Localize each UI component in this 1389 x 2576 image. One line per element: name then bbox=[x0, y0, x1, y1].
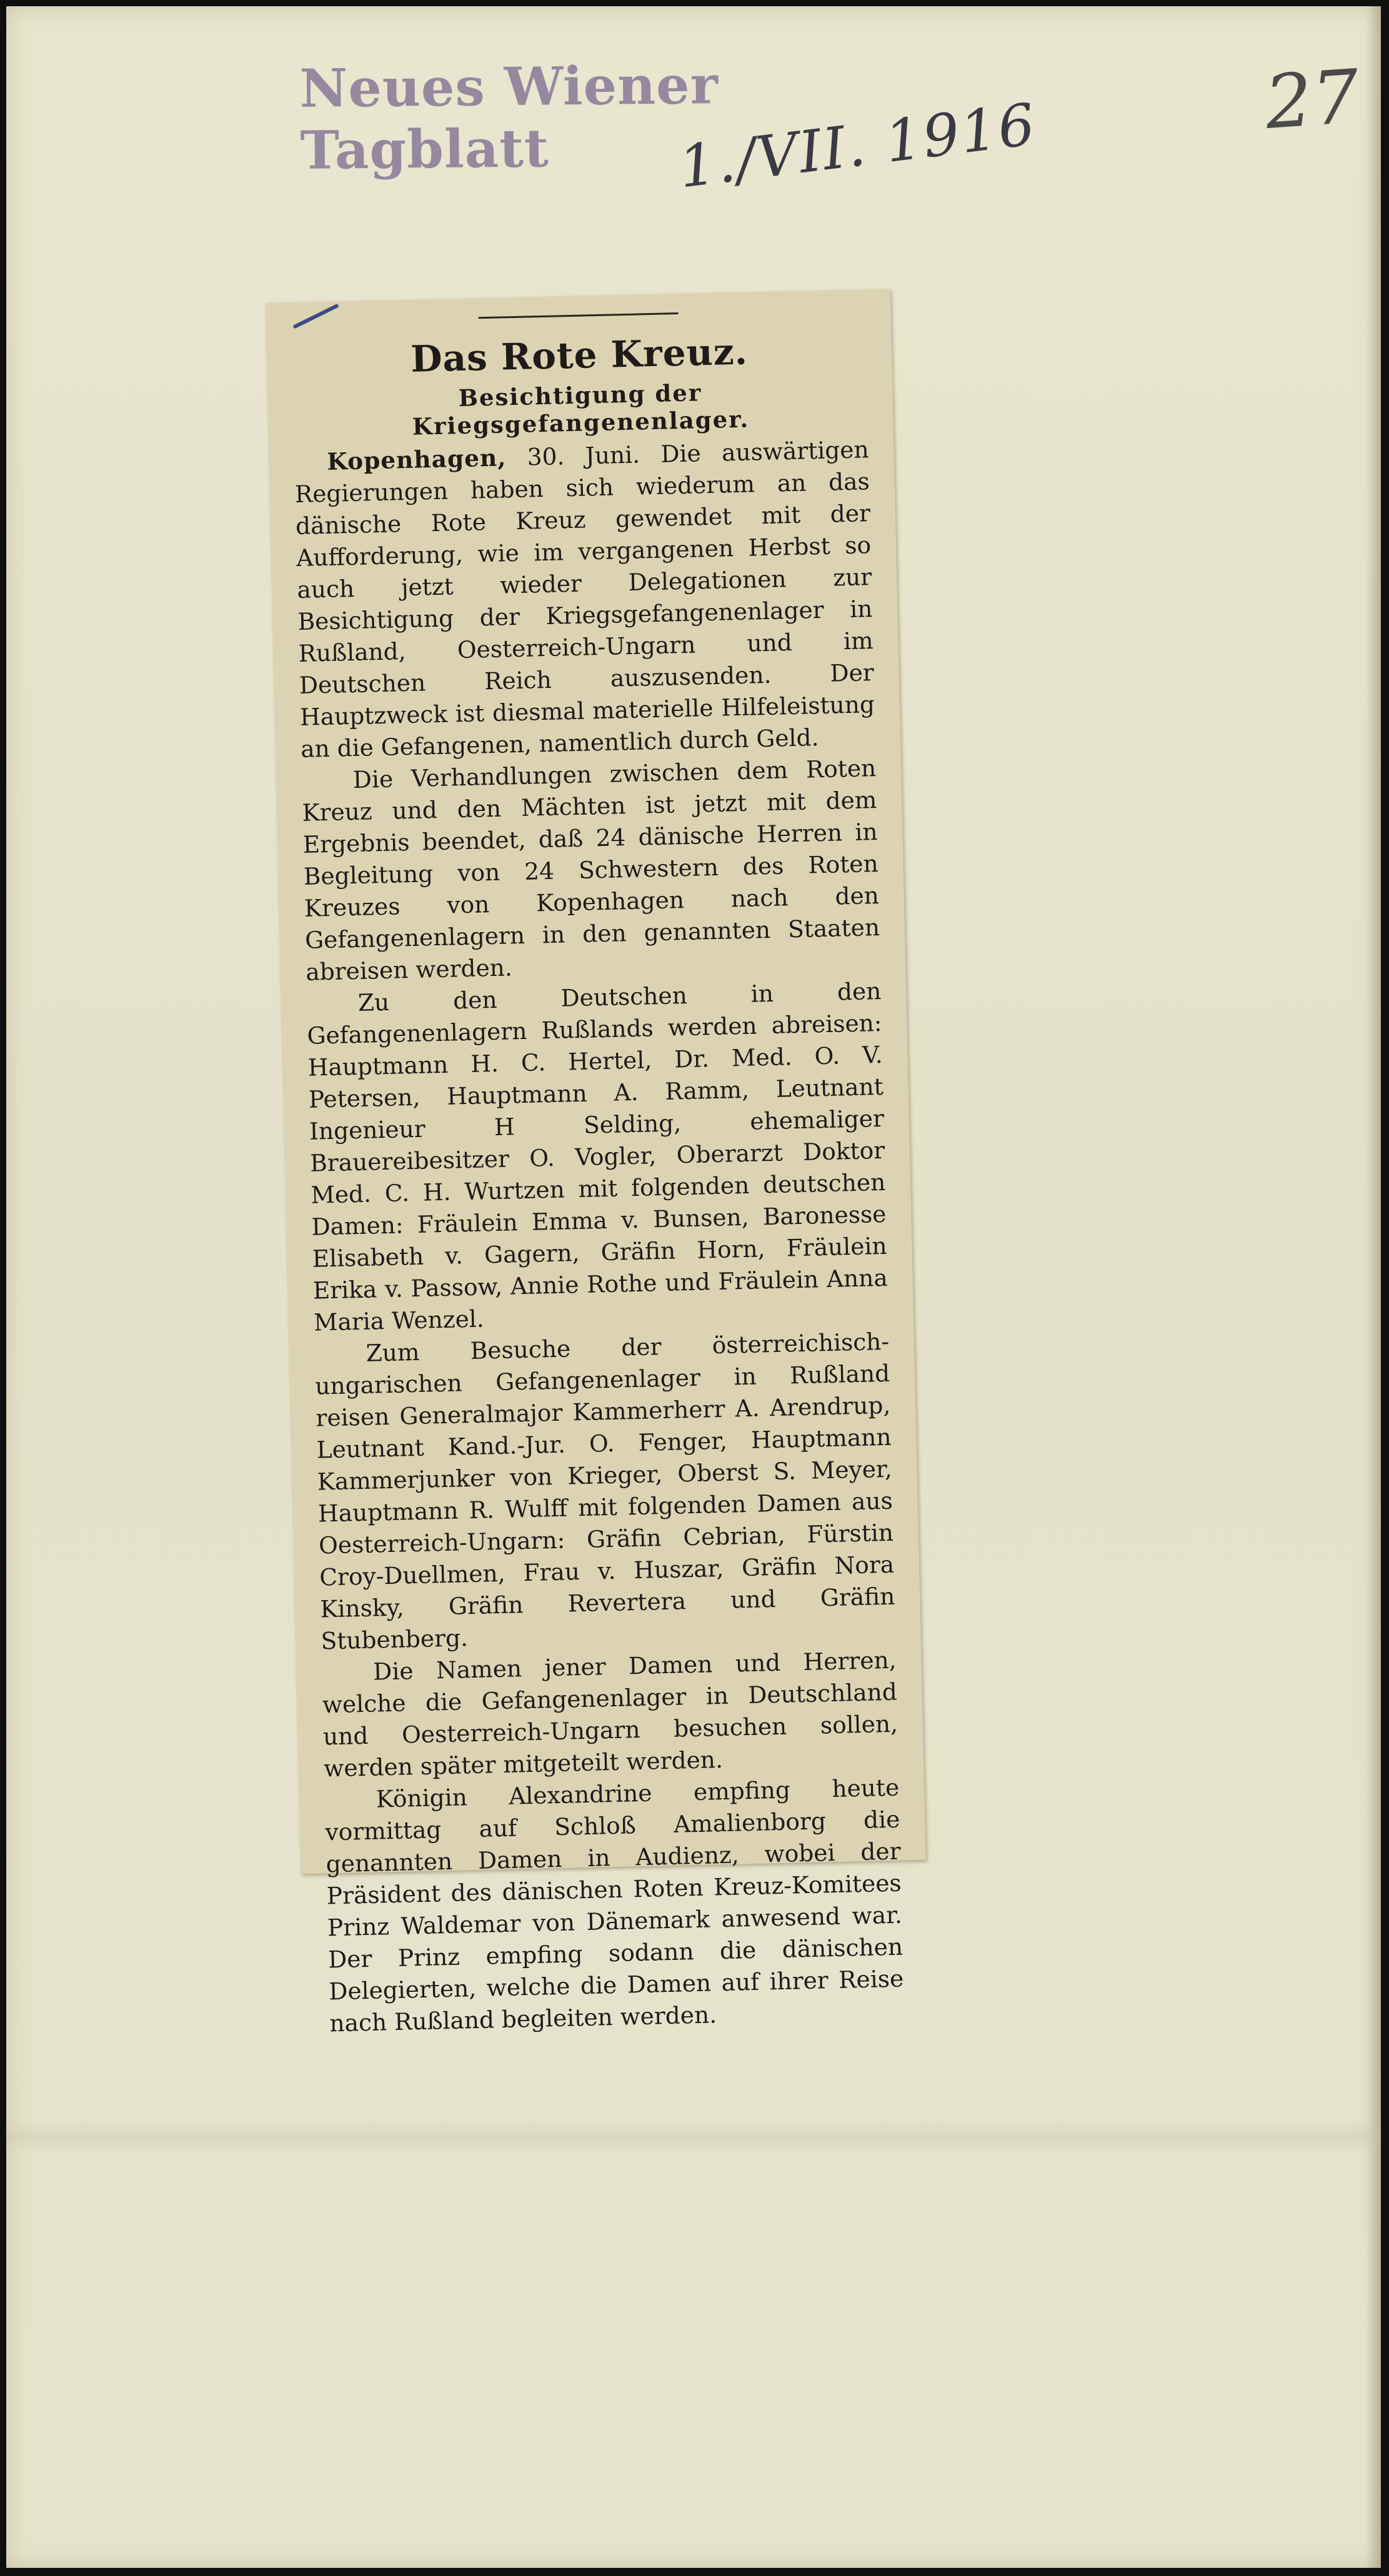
archive-sheet bbox=[6, 6, 1381, 2568]
article-dateline: Kopenhagen, bbox=[326, 444, 507, 475]
newspaper-clipping bbox=[266, 289, 926, 2037]
article-headline: Das Rote Kreuz. bbox=[410, 330, 749, 380]
article-paragraph: Die Verhandlungen zwischen dem Roten Kreuz und den Mächten ist jetzt mit dem Ergebnis beendet, daß 24 dänische Herren in Begleitung von 24 Schwestern des Roten Kreuzes von Kopenhagen nach den Gefangenenlagern in den genannten Staaten abreisen werden. bbox=[302, 754, 880, 986]
pen-mark bbox=[292, 304, 339, 329]
top-rule bbox=[479, 312, 679, 319]
sheet-edge-shadow bbox=[1366, 6, 1381, 2568]
article-paragraph bbox=[294, 434, 875, 765]
paper-crease bbox=[6, 2118, 1381, 2156]
handwritten-date: 1./VII. 1916 bbox=[675, 91, 1040, 201]
handwritten-page-number: 27 bbox=[1262, 52, 1362, 146]
article-subheadline: Besichtigung der Kriegsgefangenenlager. bbox=[412, 379, 750, 440]
article-paragraph: Zum Besuche der österreichisch-ungarischen Gefangenenlager in Rußland reisen Generalmajor Kammerherr A. Arendrup, Leutnant Kand.-Jur. O. Fenger, Hauptmann Kammerjunker von Krieger, Oberst S. Meyer, Hauptmann R. Wulff mit folgenden Damen aus Oesterreich-Ungarn: Gräfin Cebrian, Fürstin Croy-Duellmen, Frau v. Huszar, Gräfin Nora Kinsky, Gräfin Revertera und Gräfin Stubenberg. bbox=[314, 1327, 895, 1655]
newspaper-stamp: Neues Wiener Tagblatt bbox=[299, 54, 719, 181]
article-paragraph: Zu den Deutschen in den Gefangenenlagern Rußlands werden abreisen: Hauptmann H. C. Hertel, Dr. Med. O. V. Petersen, Hauptmann A. Ramm, Leutnant Ingenieur H Selding, ehemaliger Brauereibesitzer O. Vogler, Oberarzt Doktor Med. C. H. Wurtzen mit folgenden deutschen Damen: Fräulein Emma v. Bunsen, Baronesse Elisabeth v. Gagern, Gräfin Horn, Fräulein Erika v. Passow, Annie Rothe und Fräulein Anna Maria Wenzel. bbox=[307, 977, 889, 1336]
paragraph-text: 30. Juni. Die auswärtigen Regierungen haben sich wiederum an das dänische Rote Kreuz gewendet mit der Aufforderung, wie im vergangenen Herbst so auch jetzt wieder Delegationen zur Besichtigung der Kriegsgefangenenlager in Rußland, Oesterreich-Ungarn und im Deutschen Reich auszusenden. Der Hauptzweck ist diesmal materielle Hilfeleistung an die Gefangenen, namentlich durch Geld. bbox=[294, 435, 875, 763]
article-paragraph: Königin Alexandrine empfing heute vormittag auf Schloß Amalienborg die genannten Damen in Audienz, wobei der Präsident des dänischen Roten Kreuz-Komitees Prinz Waldemar von Dänemark anwesend war. Der Prinz empfing sodann die dänischen Delegierten, welche die Damen auf ihrer Reise nach Rußland begleiten werden. bbox=[325, 1773, 904, 2037]
article-paragraph: Die Namen jener Damen und Herren, welche die Gefangenenlager in Deutschland und Oesterreich-Ungarn besuchen sollen, werden später mitgeteilt werden. bbox=[322, 1646, 899, 1783]
